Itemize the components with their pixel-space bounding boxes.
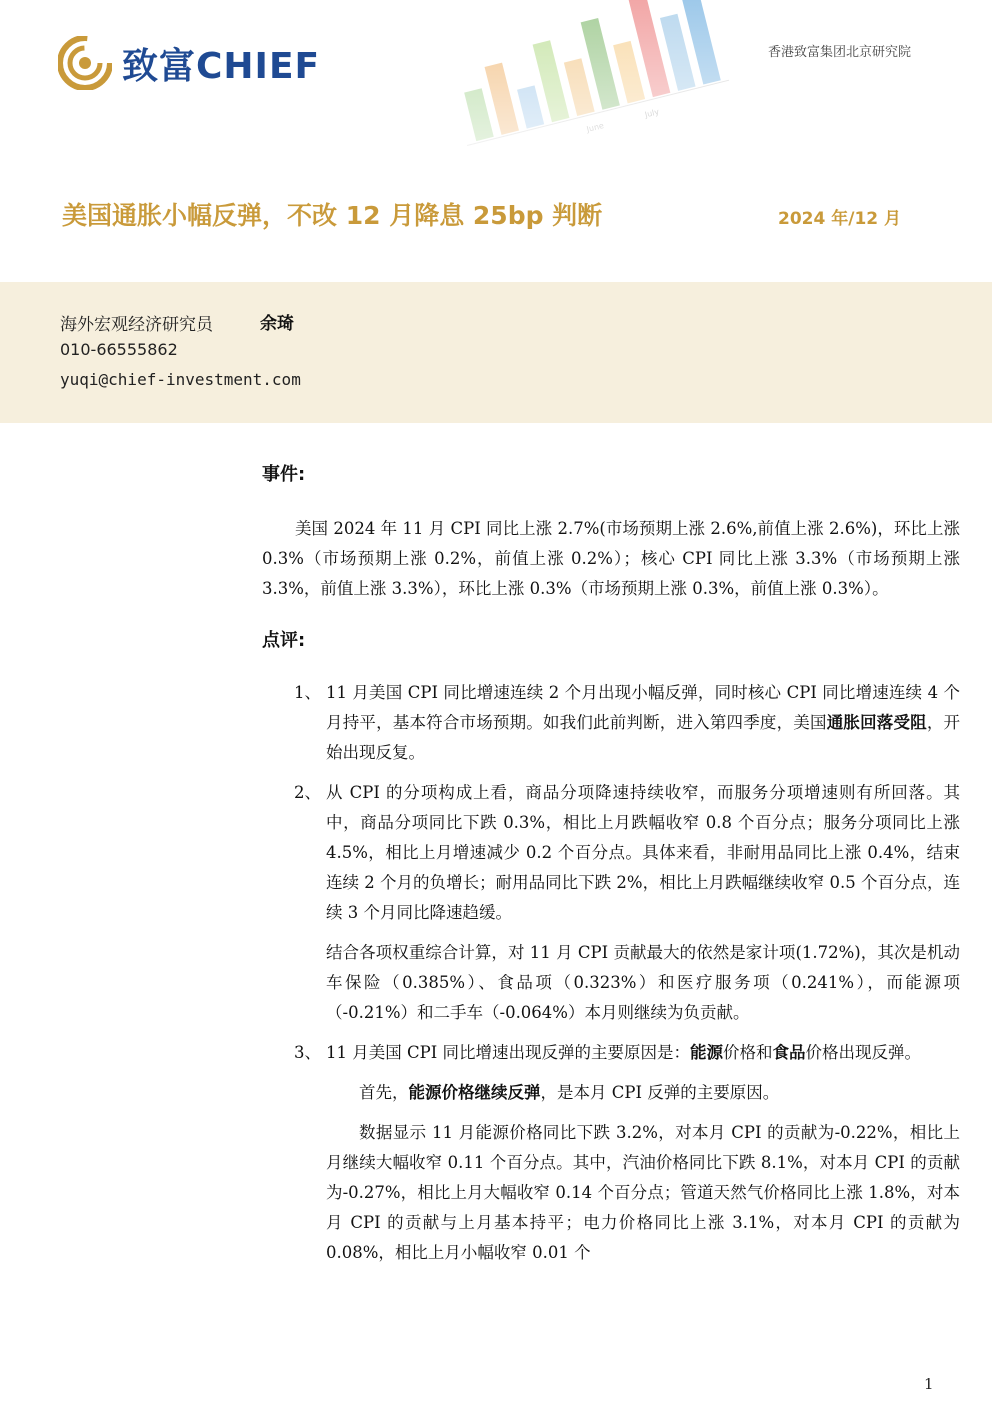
chief-logo	[58, 36, 320, 90]
event-paragraph: 美国 2024 年 11 月 CPI 同比上涨 2.7%(市场预期上涨 2.6%,前值上涨 2.6%)，环比上涨 0.3%（市场预期上涨 0.2%，前值上涨 0.2%）；核心 CPI 同比上涨 3.3%（市场预期上涨 3.3%，前值上涨 3.3%），环比上涨 0.3%（市场预期上涨 0.3%，前值上涨 0.3%）。	[262, 519, 960, 598]
report-header	[0, 0, 992, 282]
subparagraph-text: 首先，	[359, 1083, 409, 1102]
list-item-text: ，开始出现反复。	[326, 713, 961, 762]
list-item-text: 价格和	[722, 1043, 773, 1062]
list-item-text: 11 月美国 CPI 同比增速连续 2 个月出现小幅反弹，同时核心 CPI 同比增速连续 4 个月持平，基本符合市场预期。如我们此前判断，进入第四季度，美国	[326, 683, 960, 732]
list-item	[262, 778, 960, 928]
decorative-bar-chart-graphic	[430, 0, 770, 200]
list-item-text: 从 CPI 的分项构成上看，商品分项降速持续收窄，而服务分项增速则有所回落。其中，商品分项同比下跌 0.3%，相比上月跌幅收窄 0.8 个百分点；服务分项同比上涨 4.5%，相比上月增速减少 0.2 个百分点。具体来看，非耐用品同比上涨 0.4%，结束连续 2 个月的负增长；耐用品同比下跌 2%，相比上月跌幅继续收窄 0.5 个百分点，连续 3 个月同比降速趋缓。	[326, 783, 960, 922]
report-title: 美国通胀小幅反弹，不改 12 月降息 25bp 判断	[62, 201, 603, 230]
list-item-number: 1、	[294, 683, 321, 702]
subparagraph-emphasis: 能源价格继续反弹	[408, 1083, 541, 1102]
list-item-text: 11 月美国 CPI 同比增速出现反弹的主要原因是：	[326, 1043, 690, 1062]
list-item-number: 3、	[294, 1043, 321, 1062]
author-email[interactable]: yuqi@chief-investment.com	[60, 370, 301, 389]
institute-name: 香港致富集团北京研究院	[768, 45, 912, 60]
author-role: 海外宏观经济研究员	[60, 315, 213, 335]
report-date: 2024 年/12 月	[778, 209, 902, 229]
chief-logo-text: 致富CHIEF	[122, 45, 321, 87]
list-item-emphasis: 能源	[689, 1043, 723, 1062]
event-section-title: 事件:	[262, 464, 306, 485]
list-item-emphasis: 通胀回落受阻	[826, 713, 927, 732]
list-item	[262, 1038, 960, 1068]
author-name: 余琦	[260, 314, 294, 334]
list-subparagraph	[262, 1078, 960, 1108]
review-list	[262, 678, 960, 1268]
chief-logo-mark-icon	[58, 36, 112, 90]
list-item-number: 2、	[294, 783, 321, 802]
author-phone: 010-66555862	[60, 340, 178, 359]
list-item-text: 价格出现反弹。	[805, 1043, 921, 1062]
list-item	[262, 678, 960, 768]
review-section-title: 点评:	[262, 630, 306, 651]
report-body	[262, 460, 960, 1278]
list-subparagraph: 数据显示 11 月能源价格同比下跌 3.2%，对本月 CPI 的贡献为-0.22%，相比上月继续大幅收窄 0.11 个百分点。其中，汽油价格同比下跌 8.1%，对本月 CPI 的贡献为-0.27%，相比上月大幅收窄 0.14 个百分点；管道天然气价格同比上涨 1.8%，对本月 CPI 的贡献与上月基本持平；电力价格同比上涨 3.1%，对本月 CPI 的贡献为 0.08%，相比上月小幅收窄 0.01 个	[326, 1123, 960, 1262]
subparagraph-text: ，是本月 CPI 反弹的主要原因。	[540, 1083, 780, 1102]
author-info-band	[0, 282, 992, 423]
list-item-emphasis: 食品	[772, 1043, 806, 1062]
list-subparagraph: 结合各项权重综合计算，对 11 月 CPI 贡献最大的依然是家计项(1.72%)，其次是机动车保险（0.385%）、食品项（0.323%）和医疗服务项（0.241%），而能源项（-0.21%）和二手车（-0.064%）本月则继续为负贡献。	[326, 943, 960, 1022]
page-number: 1	[924, 1375, 934, 1393]
